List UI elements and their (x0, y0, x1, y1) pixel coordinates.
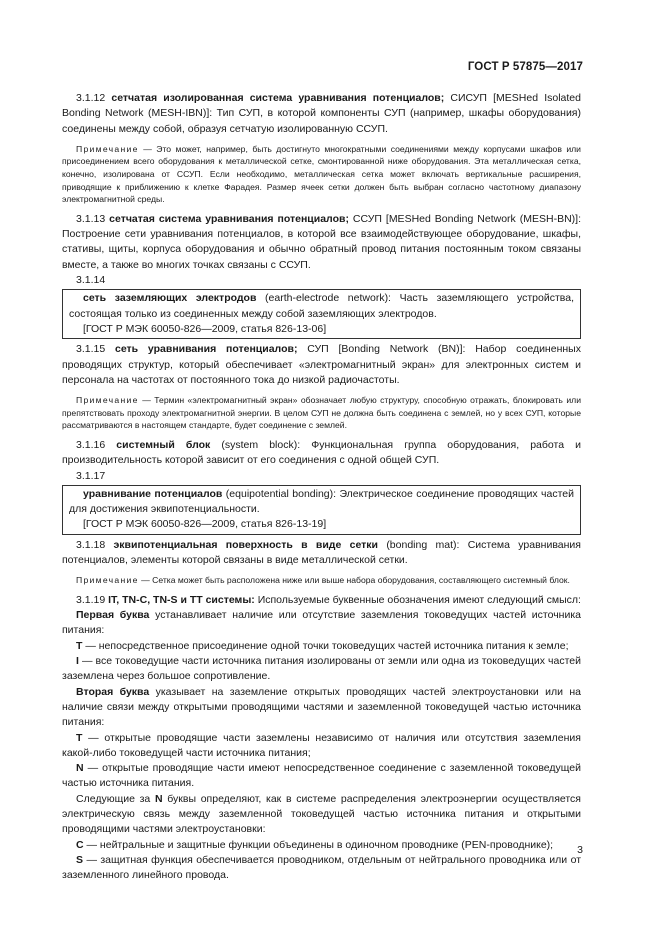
second-letter-text: указывает на заземление открытых проводящих частей электроустановки или на наличие связи между открытыми проводящими частями и заземленной токоведущей частью источника питания: (62, 685, 581, 729)
second-letter-n (62, 761, 581, 792)
term-name: эквипотенциальная поверхность в виде сетки (113, 538, 379, 551)
term-definition: (system block): Функциональная группа оборудования, работа и производительность которой зависит от его соединения с одной общей СУП. (62, 438, 581, 467)
term-name: сетчатая изолированная система уравнивания потенциалов; (111, 92, 445, 104)
term-definition: (equipotential bonding): Электрическое соединение проводящих частей для достижения эквипотенциальности. (69, 487, 574, 516)
note-label: Примечание (76, 395, 139, 406)
letter-t: Т (76, 731, 83, 744)
term-name: системный блок (116, 438, 211, 451)
letter-s-paragraph (62, 853, 581, 884)
term-number: 3.1.15 (76, 343, 115, 356)
term-3-1-14 (69, 291, 574, 322)
term-number-3-1-14: 3.1.14 (76, 274, 106, 287)
first-letter-paragraph (62, 608, 581, 639)
note-3-1-12 (62, 143, 581, 206)
following-letters-paragraph (62, 792, 581, 838)
note-3-1-18 (62, 574, 581, 587)
note-label: Примечание (76, 575, 139, 586)
term-number: 3.1.16 (76, 438, 117, 451)
letter-n: N (76, 762, 84, 775)
letter-n: N (154, 792, 163, 805)
following-letters-text: буквы определяют, как в системе распределения электроэнергии осуществляется электрическую связь между заземленной токоведущей частью источника питания и открытыми проводящими частями электроустановки: (62, 792, 581, 836)
first-letter-label: Первая буква (76, 609, 150, 622)
term-box-3-1-14 (62, 289, 581, 339)
letter-c-paragraph (62, 838, 581, 853)
note-text: — Это может, например, быть достигнуто многократными соединениями между корпусами шкафов или присоединением всего оборудования к металлической сетке, смонтированной ниже оборудования. Эта металлическая сетка, конечно, изолирована от ССУП. Если необходимо, металлическая сетка может включать вертикальные расширения, приводящие к приближению к клетке Фарадея. Размер ячеек сетки должен быть выбран согласно частотному диапазону электромагнитной среды. (62, 143, 581, 205)
term-source: [ГОСТ Р МЭК 60050-826—2009, статья 826-13-06] (83, 322, 327, 335)
note-text: — Сетка может быть расположена ниже или выше набора оборудования, составляющего системный блок. (138, 575, 570, 586)
letter-c-text: — нейтральные и защитные функции объединены в одиночном проводнике (PEN-проводнике); (83, 838, 554, 851)
term-definition: СИСУП [MESHed Isolated Bonding Network (MESH-IBN)]: Тип СУП, в которой компоненты СУП (например, шкафы оборудования) соединены между собой, образуя сетчатую изолированную ССУП. (62, 92, 581, 135)
document-body (62, 91, 581, 884)
term-name: IT, TN-C, TN-S и TT системы: (108, 593, 255, 606)
term-definition: СУП [Bonding Network (BN)]: Набор соединенных проводящих структур, который обеспечивает «электромагнитный экран» для электронных систем и персонала на частотах от постоянного тока до низкой радиочастоты. (62, 343, 581, 386)
term-3-1-16 (62, 438, 581, 469)
term-definition: Используемые буквенные обозначения имеют следующий смысл: (254, 593, 581, 606)
term-box-3-1-17 (62, 485, 581, 535)
note-3-1-15 (62, 394, 581, 432)
following-letters-prefix: Следующие за (76, 792, 155, 805)
term-3-1-15 (62, 342, 581, 388)
term-number: 3.1.12 (76, 92, 112, 104)
second-letter-label: Вторая буква (76, 685, 150, 698)
term-3-1-12 (62, 91, 581, 137)
note-text: — Термин «электромагнитный экран» обозначает любую структуру, способную отражать, блокировать или препятствовать проходу электромагнитной энергии. В целом СУП не должна быть соединена с землей, но у всех СУП, которые рассматриваются в настоящем стандарте, будет соединение с землей. (62, 395, 581, 431)
term-number-3-1-17: 3.1.17 (76, 469, 106, 482)
term-source: [ГОСТ Р МЭК 60050-826—2009, статья 826-13-19] (83, 518, 327, 531)
term-definition: ССУП [MESHed Bonding Network (MESH-BN)]: Построение сети уравнивания потенциалов, в которой все взаимодействующее оборудование, шкафы, стативы, щиты, корпуса оборудования и обычно обратный провод питания постоянным током связаны вместе, а также во многих точках связаны с ССУП. (62, 212, 581, 271)
letter-n-text: — открытые проводящие части имеют непосредственное соединение с заземленной токоведущей частью источника питания. (62, 762, 581, 790)
term-3-1-13 (62, 212, 581, 273)
term-number: 3.1.19 (76, 593, 109, 606)
second-letter-paragraph (62, 685, 581, 731)
second-letter-t (62, 731, 581, 762)
letter-c: С (76, 838, 84, 851)
first-letter-t (62, 639, 581, 654)
term-name: сетчатая система уравнивания потенциалов; (109, 212, 349, 225)
page-number: 3 (577, 844, 583, 856)
letter-i-text: — все токоведущие части источника питания изолированы от земли или одна из токоведущих частей заземлена через большое сопротивление. (62, 655, 581, 683)
letter-t: Т (76, 639, 83, 652)
term-3-1-18 (62, 538, 581, 569)
term-number: 3.1.18 (76, 538, 114, 551)
term-name: сеть уравнивания потенциалов; (114, 343, 298, 356)
letter-t-text: — непосредственное присоединение одной точки токоведущих частей источника питания к земле; (82, 639, 569, 652)
term-definition: (earth-electrode network): Часть заземляющего устройства, состоящая только из соединенных между собой заземляющих электродов. (69, 292, 574, 320)
first-letter-text: устанавливает наличие или отсутствие заземления токоведущих частей источника питания: (62, 609, 581, 637)
letter-s-text: — защитная функция обеспечивается проводником, отдельным от нейтрального проводника или от заземленного линейного провода. (62, 853, 581, 882)
letter-t-text: — открытые проводящие части заземлены независимо от наличия или отсутствия заземления какой-либо токоведущей части источника питания; (62, 731, 581, 759)
letter-i: I (76, 655, 79, 668)
term-number: 3.1.13 (76, 212, 110, 225)
term-3-1-19 (62, 593, 581, 608)
letter-s: S (76, 853, 84, 866)
term-3-1-17 (69, 487, 574, 518)
note-label: Примечание (76, 143, 139, 154)
term-name: уравнивание потенциалов (83, 487, 223, 500)
term-name: сеть заземляющих электродов (83, 292, 257, 305)
term-definition: (bonding mat): Система уравнивания потенциалов, элементы которой связаны в виде металлической сетки. (62, 538, 581, 566)
document-id: ГОСТ Р 57875—2017 (467, 61, 583, 73)
first-letter-i (62, 654, 581, 685)
